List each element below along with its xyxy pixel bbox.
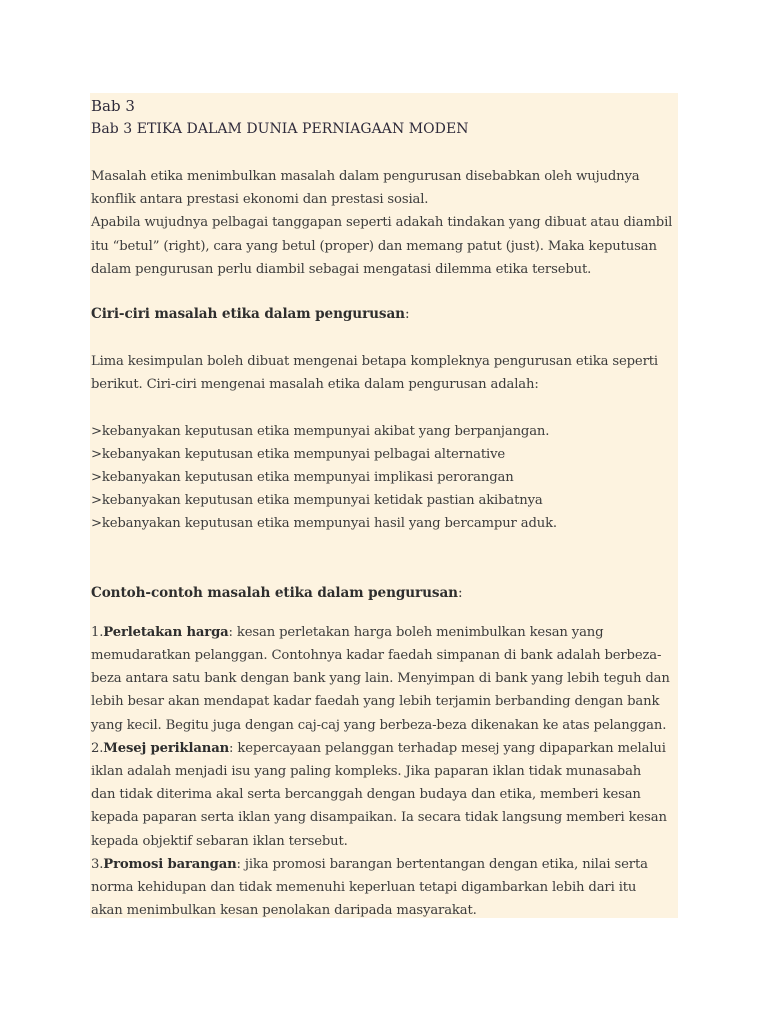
example-term: Perletakan harga (103, 624, 229, 640)
chapter-title: Bab 3 ETIKA DALAM DUNIA PERNIAGAAN MODEN (91, 121, 469, 137)
example-number: 2. (91, 740, 104, 756)
example-first-line (91, 621, 676, 644)
list-item: >kebanyakan keputusan etika mempunyai hasil yang bercampur aduk. (91, 516, 557, 532)
summary-line: berikut. Ciri-ciri mengenai masalah etika dalam pengurusan adalah: (91, 377, 539, 393)
section1-points-list (91, 420, 676, 536)
example-term: Mesej periklanan (103, 740, 230, 756)
spacer (91, 281, 676, 303)
example-text: : kepercayaan pelanggan terhadap mesej yang dipaparkan melalui (229, 740, 666, 756)
example-item-promosi-barangan (91, 853, 676, 923)
example-line: iklan adalah menjadi isu yang paling kompleks. Jika paparan iklan tidak munasabah (91, 764, 642, 780)
section-heading-ciri-ciri (91, 303, 676, 326)
spacer (91, 605, 676, 621)
example-first-line (91, 737, 676, 760)
section1-summary (91, 350, 676, 396)
example-line: akan menimbulkan kesan penolakan daripada masyarakat. (91, 903, 477, 919)
summary-line: Lima kesimpulan boleh dibuat mengenai betapa kompleknya pengurusan etika seperti (91, 354, 658, 370)
list-item: >kebanyakan keputusan etika mempunyai pelbagai alternative (91, 446, 506, 462)
example-first-line (91, 853, 676, 876)
chapter-label: Bab 3 (91, 97, 135, 115)
section-heading-text: Contoh-contoh masalah etika dalam pengurusan (91, 584, 458, 601)
example-line: memudaratkan pelanggan. Contohnya kadar faedah simpanan di bank adalah berbeza- (91, 648, 662, 664)
example-line: lebih besar akan mendapat kadar faedah yang lebih terjamin berbanding dengan bank (91, 694, 660, 710)
example-line: beza antara satu bank dengan bank yang lain. Menyimpan di bank yang lebih teguh dan (91, 671, 670, 687)
section-heading-colon: : (404, 306, 410, 323)
example-number: 3. (91, 856, 104, 872)
section-heading-text: Ciri-ciri masalah etika dalam pengurusan (91, 306, 405, 323)
list-item: >kebanyakan keputusan etika mempunyai implikasi perorangan (91, 470, 514, 486)
spacer (91, 536, 676, 582)
list-item: >kebanyakan keputusan etika mempunyai ketidak pastian akibatnya (91, 493, 543, 509)
example-line: kepada objektif sebaran iklan tersebut. (91, 833, 348, 849)
example-item-perletakan-harga (91, 621, 676, 737)
intro-paragraph (91, 165, 676, 281)
example-item-mesej-periklanan (91, 737, 676, 853)
intro-line: Apabila wujudnya pelbagai tanggapan seperti adakah tindakan yang dibuat atau diambil (91, 215, 673, 231)
spacer (91, 326, 676, 350)
example-text: : jika promosi barangan bertentangan dengan etika, nilai serta (236, 856, 648, 872)
example-number: 1. (91, 624, 104, 640)
example-text: : kesan perletakan harga boleh menimbulkan kesan yang (228, 624, 604, 640)
intro-line: Masalah etika menimbulkan masalah dalam pengurusan disebabkan oleh wujudnya (91, 169, 640, 184)
example-line: kepada paparan serta iklan yang disampaikan. Ia secara tidak langsung memberi kesan (91, 810, 667, 826)
section-heading-colon: : (457, 584, 463, 601)
document-page (90, 93, 678, 918)
intro-line: dalam pengurusan perlu diambil sebagai mengatasi dilemma etika tersebut. (91, 261, 592, 277)
list-item: >kebanyakan keputusan etika mempunyai akibat yang berpanjangan. (91, 423, 550, 439)
section-heading-contoh (91, 582, 676, 605)
intro-line: itu “betul” (right), cara yang betul (proper) dan memang patut (just). Maka keputusan (91, 238, 657, 254)
spacer (91, 141, 676, 165)
example-line: dan tidak diterima akal serta bercanggah dengan budaya dan etika, memberi kesan (91, 787, 641, 803)
example-term: Promosi barangan (103, 856, 237, 872)
intro-line: konflik antara prestasi ekonomi dan prestasi sosial. (91, 192, 429, 208)
spacer (91, 397, 676, 420)
example-line: yang kecil. Begitu juga dengan caj-caj yang berbeza-beza dikenakan ke atas pelanggan. (91, 717, 667, 733)
example-line: norma kehidupan dan tidak memenuhi keperluan tetapi digambarkan lebih dari itu (91, 880, 637, 896)
